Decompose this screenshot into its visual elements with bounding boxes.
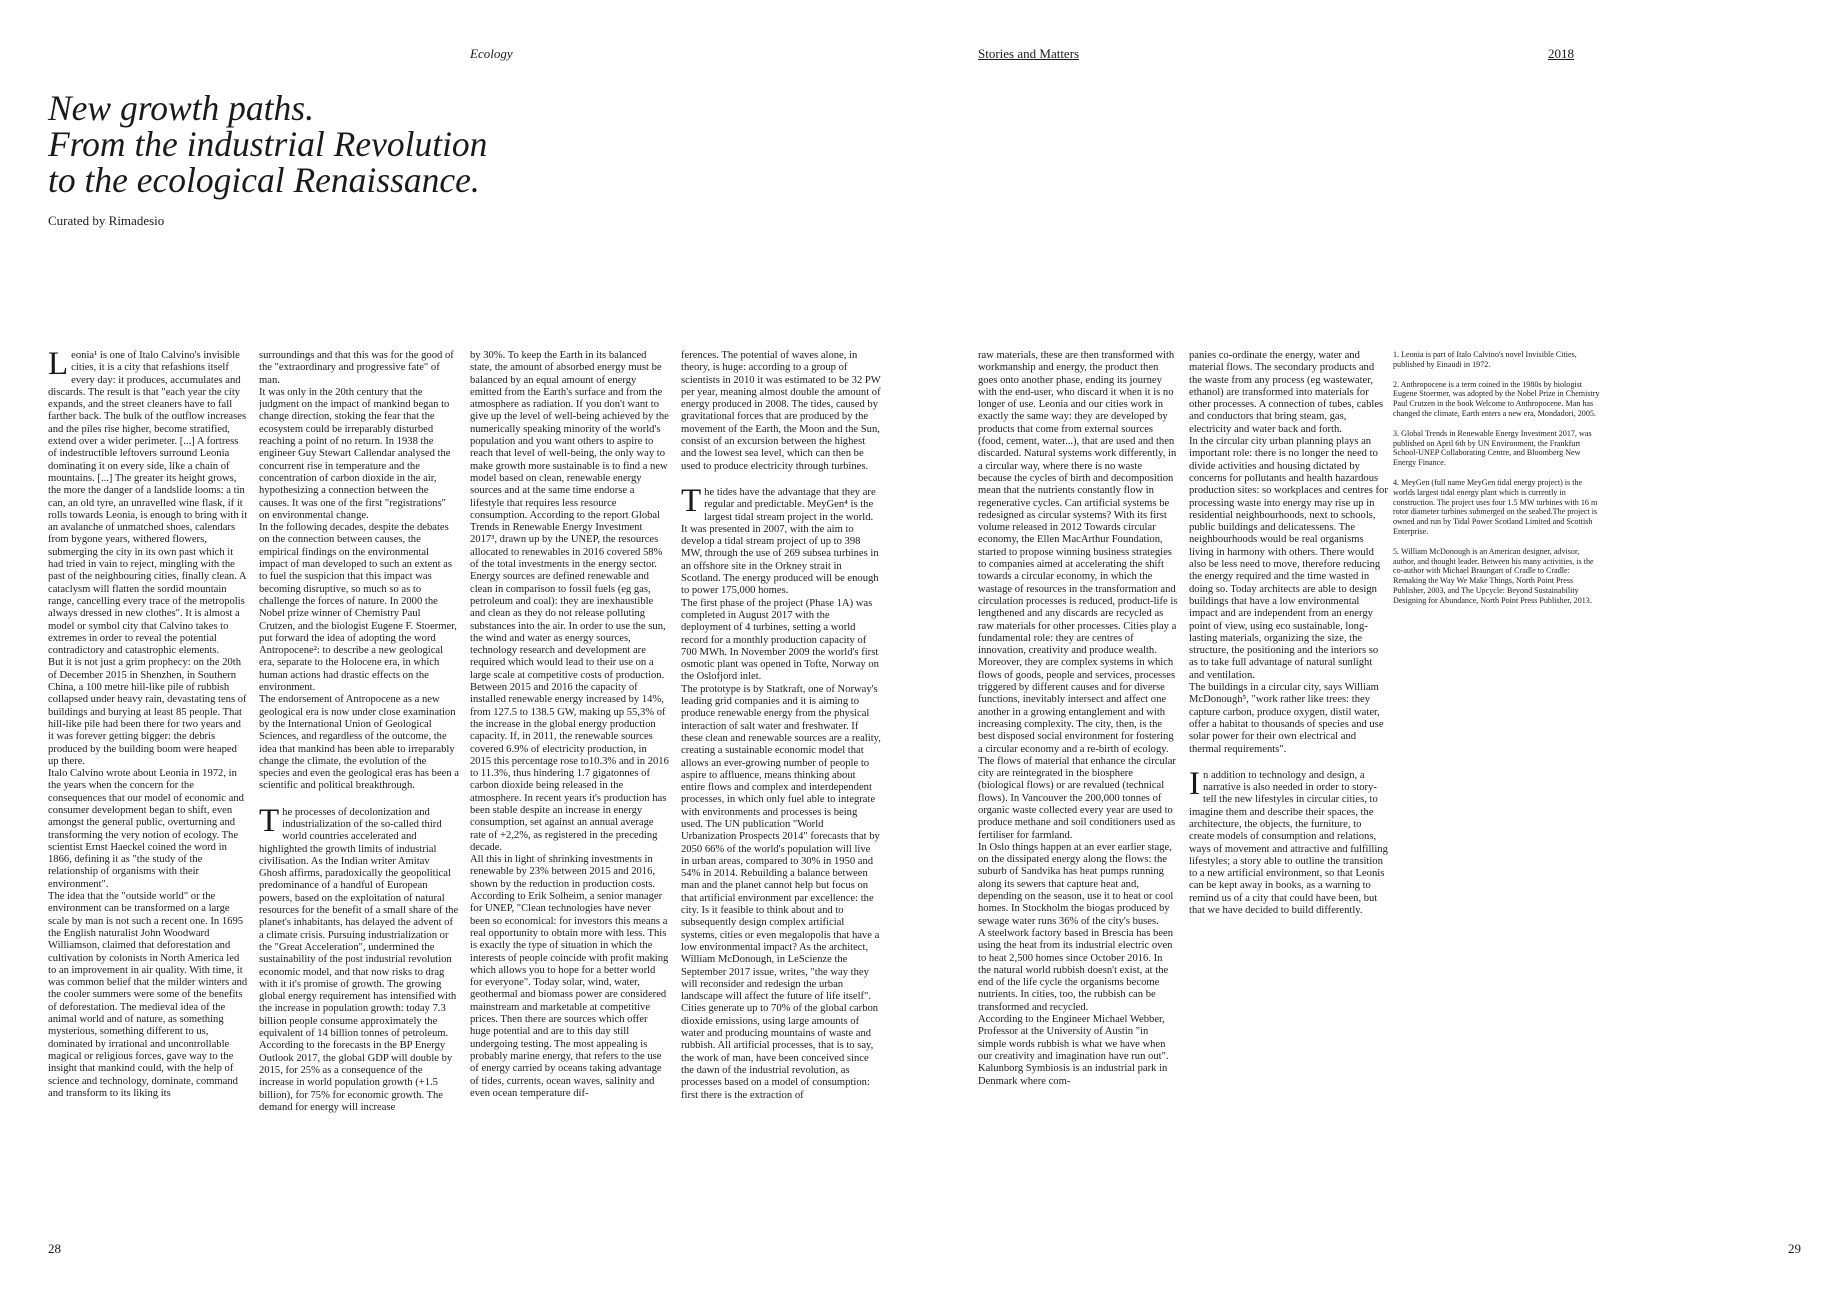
footnote-3: 3. Global Trends in Renewable Energy Investment 2017, was published on April 6th by UN Environment, the Frankfurt School-UNEP Collaborating Centre, and Bloomberg New Energy Finance. <box>1393 428 1592 468</box>
paragraph: The buildings in a circular city, says William McDonough⁵, "work rather like trees: they capture carbon, produce oxygen, distil water, offer a habitat to thousands of species and use solar power for their own electrical and thermal requirements". <box>1189 682 1384 755</box>
section-label: Ecology <box>470 46 513 61</box>
paragraph: It was only in the 20th century that the judgment on the impact of mankind began to change direction, stoking the fear that the ecosystem could be irreparably disturbed reaching a point of no return. In 1938 the engineer Guy Stewart Callendar analysed the concurrent rise in temperature and the concentration of carbon dioxide in the air, hypothesizing a connection between the causes. It was one of the first "registrations" on environmental change. <box>259 386 451 521</box>
paragraph: ferences. The potential of waves alone, in theory, is huge: according to a group of scientists in 2010 it was estimated to be 32 PW per year, meaning almost double the amount of energy produced in 2008. The tides, caused by gravitational forces that are produced by the movement of the Earth, the Moon and the Sun, consist of an excursion between the highest and the lowest sea level, which can then be used to produce electricity through turbines. <box>681 350 881 472</box>
paragraph: panies co-ordinate the energy, water and material flows. The secondary products and the waste from any process (eg wastewater, ethanol) are transformed into materials for other processes. A connection of tubes, cables and conductors that bring steam, gas, electricity and water back and forth. <box>1189 350 1384 435</box>
paragraph <box>48 350 248 657</box>
paragraph-text: n addition to technology and design, a narrative is also needed in order to story-tell the new lifestyles in circular cities, to imagine them and describe their spaces, the architecture, the objects, the furniture, to create models of consumption and relations, ways of movement and attractive and fulfilling lifestyles; a story able to outline the transition to a new artificial environment, so that Leonis can be kept away in books, as a warning to remind us of a city that could have been, but that we have decided to build differently. <box>1189 769 1388 917</box>
paragraph: The endorsement of Antropocene as a new geological era is now under close examination by the International Union of Geological Sciences, and regardless of the outcome, the idea that mankind has been able to irreparably change the climate, the evolution of the species and even the geological eras has been a scientific and political breakthrough. <box>259 694 459 792</box>
year-label: 2018 <box>1548 46 1574 61</box>
paragraph: All this in light of shrinking investments in renewable by 23% between 2015 and 2016, shown by the reduction in production costs. According to Erik Solheim, a senior manager for UNEP, "Clean technologies have never been so economical: for investors this means a real opportunity to obtain more with less. This is exactly the type of situation in which the interests of people coincide with profit making which allows you to hope for a better world for everyone". Today solar, wind, water, geothermal and biomass power are considered mainstream and marketable at competitive prices. Then there are sources which offer huge potential and are to this day still undergoing testing. The most appealing is probably marine energy, that refers to the use of energy carried by oceans taking advantage of tides, currents, ocean waves, salinity and even ocean temperature dif- <box>470 854 669 1099</box>
paragraph-text: eonia¹ is one of Italo Calvino's invisible cities, it is a city that refashions itself every day: it produces, accumulates and discards. The result is that "each year the city expands, and the street cleaners have to fall farther back. The bulk of the outflow increases and the piles rise higher, become stratified, extend over a wider perimeter. [...] A fortress of indestructible leftovers surround Leonia dominating it on every side, like a chain of mountains. [...] The greater its height grows, the more the danger of a landslide looms: a tin can, an old tyre, an unravelled wine flask, if it rolls towards Leonia, is enough to bring with it an avalanche of unmatched shoes, calendars from bygone years, withered flowers, submerging the city in its own past which it had tried in vain to reject, mingling with the past of the neighbouring cities, finally clean. A cataclysm will flatten the sordid mountain range, cancelling every trace of the metropolis always dressed in new clothes". It is almost a model or symbol city that Calvino takes to extremes in order to reveal the potential contradictory and catastrophic elements. <box>48 350 248 657</box>
text-column-6 <box>1189 350 1389 1230</box>
paragraph: According to the Engineer Michael Webber, Professor at the University of Austin "in simple words rubbish is what we have when our creativity and imagination have run out". Kalunborg Symbiosis is an industrial park in Denmark where com- <box>978 1014 1169 1087</box>
paragraph-text: he processes of decolonization and industrialization of the so-called third world countries accelerated and highlighted the growth limits of industrial civilisation. As the Indian writer Amitav Ghosh affirms, paradoxically the geopolitical predominance of a handful of European powers, based on the exploitation of natural resources for the benefit of a small share of the planet's inhabitants, has delayed the advent of a climate crisis. Pursuing industrialization or the "Great Acceleration", undermined the sustainability of the post industrial revolution economic model, and that now risks to drag with it it's promise of growth. The growing global energy requirement has intensified with the increase in population growth: today 7.3 billion people consume approximately the equivalent of 14 billion tonnes of petroleum. According to the forecasts in the BP Energy Outlook 2017, the global GDP will double by 2015, for 25% as a consequence of the increase in world population growth (+1.5 billion), for 75% for economic growth. The demand for energy will increase <box>259 806 459 1113</box>
page-number-right: 29 <box>1788 1241 1801 1256</box>
paragraph: A steelwork factory based in Brescia has been using the heat from its industrial electric oven to heat 2,500 homes since October 2016. In the natural world rubbish doesn't exist, at the end of the life cycle the organisms become nutrients. In cities, too, the rubbish can be transformed and recycled. <box>978 927 1174 1013</box>
text-column-4 <box>681 350 881 1230</box>
paragraph <box>681 482 881 598</box>
title-line-3: to the ecological Renaissance. <box>48 160 480 200</box>
paragraph: surroundings and that this was for the good of the "extraordinary and progressive fate" of man. <box>259 350 454 386</box>
paragraph: In the following decades, despite the debates on the connection between causes, the empirical findings on the environmental impact of man developed to such an extent as to fuel the suspicion that this impact was becoming disruptive, so much so as to challenge the forces of nature. In 2000 the Nobel prize winner of Chemistry Paul Crutzen, and the biologist Eugene F. Stoermer, put forward the idea of adopting the word Antropocene²: to describe a new geological era, separate to the Holocene era, in which human actions had drastic effects on the environment. <box>259 522 457 694</box>
paragraph: Italo Calvino wrote about Leonia in 1972, in the years when the concern for the consequences that our model of economic and consumer development began to shift, even amongst the general public, overturning and transforming the very notion of ecology. The scientist Ernst Haeckel coined the word in 1866, defining it as "the study of the relationship of organisms with their environment". <box>48 768 244 890</box>
footnote-2: 2. Anthropocene is a term coined in the 1980s by biologist Eugene Stoermer, was adopted by the Nobel Prize in Chemistry Paul Crutzen in the book Welcome to Anthropocene. Man has changed the climate, Earth enters a new era, Mondadori, 2005. <box>1393 379 1600 418</box>
paragraph: In Oslo things happen at an ever earlier stage, on the dissipated energy along the flows: the suburb of Sandvika has heat pumps running along its sewers that capture heat and, depending on the season, use it to heat or cool homes. In Stockholm the biogas produced by sewage water runs 36% of the city's buses. <box>978 841 1174 927</box>
drop-cap: T <box>681 482 702 519</box>
drop-cap: I <box>1189 765 1200 802</box>
paragraph: raw materials, these are then transformed with workmanship and energy, the product then goes onto another phase, ending its journey with the end-user, who discard it when it is no longer of use. Leonia and our cities work in exactly the same way: they are developed by products that come from external sources (food, cement, water...), that are used and then discarded. Natural systems work differently, in a circular way, where there is no waste because the cycles of birth and decomposition mean that the nutrients constantly flow in regenerative cycles. Can artificial systems be redesigned as circular systems? With its first volume released in 2012 Towards circular economy, the Ellen MacArthur Foundation, started to propose winning business strategies to companies aimed at accelerating the shift towards a circular economy, in which the wastage of resources in the transformation and circulation processes is reduced, product-life is lengthened and any discards are recycled as raw materials for other processes. Cities play a fundamental role: they are centres of innovation, creativity and produce wealth. Moreover, they are complex systems in which flows of goods, people and services, processes triggered by different causes and for diverse functions, inevitably intersect and affect one another in a growing entanglement and with increasing complexity. The city, then, is the best disposed social environment for fostering a circular economy and a re-birth of ecology. The flows of material that enhance the circular city are reintegrated in the biosphere (biological flows) or are revalued (technical flows). In Vancouver the 200,000 tonnes of organic waste collected every year are used to produce methane and soil conditioners used as fertiliser for farmland. <box>978 350 1178 841</box>
paragraph: The prototype is by Statkraft, one of Norway's leading grid companies and it is aiming to produce renewable energy from the physical interaction of salt water and freshwater. If these clean and renewable sources are a reality, creating a sustainable economic model that allows an ever-growing number of people to aspire to affluence, means thinking about entire flows and complex and interdependent processes, in which only fuel able to integrate with environments and processes is being used. The UN publication "World Urbanization Prospects 2014" forecasts that by 2050 66% of the world's population will live in urban areas, compared to 30% in 1950 and 54% in 2014. Rebuilding a balance between man and the planet cannot help but focus on that artificial environment par excellence: the city. Is it feasible to think about and to subsequently design complex artificial systems, cities or even megalopolis that have a low environmental impact? As the architect, William McDonough, in LeScienze the September 2017 issue, writes, "the way they will reconsider and redesign the urban landscape will affect the future of life itself". Cities generate up to 70% of the global carbon dioxide emissions, using large amounts of water and producing mountains of waste and rubbish. All artificial processes, that is to say, the work of man, have been conceived since the dawn of the industrial revolution, as processes based on a model of consumption: first there is the extraction of <box>681 683 881 1101</box>
text-column-3 <box>470 350 670 1230</box>
title-line-1: New growth paths. <box>48 88 314 128</box>
footnote-4: 4. MeyGen (full name MeyGen tidal energy project) is the worlds largest tidal energy plant which is currently in construction. The project uses four 1.5 MW turbines with 16 m rotor diameter turbines submerged on the seabed.The project is owned and run by Tidal Power Scotland Limited and Scottish Enterprise. <box>1393 477 1598 536</box>
text-column-2 <box>259 350 459 1230</box>
paragraph: The idea that the "outside world" or the environment can be transformed on a large scale by man is not such a recent one. In 1695 the English naturalist John Woodward Williamson, claimed that deforestation and cultivation by colonists in North America led to an improvement in air quality. With time, it was common belief that the milder winters and the cooler summers were some of the benefits of deforestation. The medieval idea of the animal world and of nature, as something mysterious, something different to us, dominated by irrational and uncontrollable magical or religious forces, gave way to the insight that mankind could, with the help of science and technology, dominate, command and transform to its liking its <box>48 891 248 1099</box>
page-number-left: 28 <box>48 1241 61 1256</box>
paragraph <box>1189 765 1389 918</box>
drop-cap: T <box>259 802 280 839</box>
paragraph: In the circular city urban planning plays an important role: there is no longer the need to divide activities and housing dictated by concerns for pollutants and health hazardous production sites: so workplaces and centres for processing waste into energy may rise up in residential neighbourhoods, next to schools, public buildings and delicatessens. The neighbourhoods would be real organisms living in harmony with others. There would also be less need to move, therefore reducing the energy required and the time wasted in doing so. Today architects are able to design buildings that have a low environmental impact and are independent from an energy point of view, using eco sustainable, long-lasting materials, organizing the size, the structure, the positioning and the interiors so as to take full advantage of natural sunlight and ventilation. <box>1189 436 1388 681</box>
text-column-1 <box>48 350 248 1230</box>
article-title <box>48 90 608 198</box>
footnote-1: 1. Leonia is part of Italo Calvino's novel Invisible Cities, published by Einaudi in 1972. <box>1393 350 1577 369</box>
paragraph: The first phase of the project (Phase 1A) was completed in August 2017 with the deployment of 4 turbines, setting a world record for a monthly production capacity of 700 MWh. In November 2009 the world's first osmotic plant was opened in Tofte, Norway on the Oslofjord inlet. <box>681 597 879 683</box>
paragraph-text: he tides have the advantage that they are regular and predictable. MeyGen⁴ is the largest tidal stream project in the world. It was presented in 2007, with the aim to develop a tidal stream project of up to 398 MW, through the use of 269 subsea turbines in an offshore site in the Orkney strait in Scotland. The energy produced will be enough to power 175,000 homes. <box>681 486 879 597</box>
paragraph: But it is not just a grim prophecy: on the 20th of December 2015 in Shenzhen, in Southern China, a 100 metre hill-like pile of rubbish collapsed under heavy rain, devastating tens of buildings and burying at least 85 people. That hill-like pile had been there for two years and it was forever getting bigger: the debris produced by the building boom were heaped up there. <box>48 657 247 767</box>
footnotes <box>1393 350 1603 616</box>
publication-name: Stories and Matters <box>978 46 1080 61</box>
drop-cap: L <box>48 350 69 382</box>
title-line-2: From the industrial Revolution <box>48 124 488 164</box>
footnote-5: 5. William McDonough is an American designer, advisor, author, and thought leader. Between his many activities, is the co-author with Michael Braungart of Cradle to Cradle: Remaking the Way We Make Things, North Point Press Publisher, 2003, and The Upcycle: Beyond Sustainability Designing for Abundance, North Point Press Publisher, 2013. <box>1393 546 1594 605</box>
paragraph: by 30%. To keep the Earth in its balanced state, the amount of absorbed energy must be balanced by an equal amount of energy emitted from the Earth's surface and from the atmosphere as radiation. If you don't want to give up the level of well-being achieved by the numerically speaking minority of the world's population and you want others to aspire to reach that level of well-being, the only way to make growth more sustainable is to find a new model based on clean, renewable energy sources and at the same time endorse a lifestyle that requires less resource consumption. According to the report Global Trends in Renewable Energy Investment 2017³, drawn up by the UNEP, the resources allocated to renewables in 2016 covered 58% of the total investments in the energy sector. Energy sources are defined renewable and clean in comparison to fossil fuels (eg gas, petroleum and coal): they are inexhaustible and clean as they do not release polluting substances into the air. In order to use the sun, the wind and water as energy sources, technology research and development are required which would lead to their use on a large scale at competitive costs of production. Between 2015 and 2016 the capacity of installed renewable energy increased by 14%, from 127.5 to 138.5 GW, making up 55,3% of the increase in the global energy production capacity. If, in 2011, the renewable sources covered 6.9% of electricity production, in 2015 this percentage rose to10.3% and in 2016 to 11.3%, thus hindering 1.7 gigatonnes of carbon dioxide being released in the atmosphere. In recent years it's production has been stable despite an increase in energy consumption, set against an annual average rate of +2,2%, as registered in the preceding decade. <box>470 350 669 853</box>
curator-credit: Curated by Rimadesio <box>48 213 165 228</box>
paragraph <box>259 802 459 1114</box>
text-column-5 <box>978 350 1178 1230</box>
